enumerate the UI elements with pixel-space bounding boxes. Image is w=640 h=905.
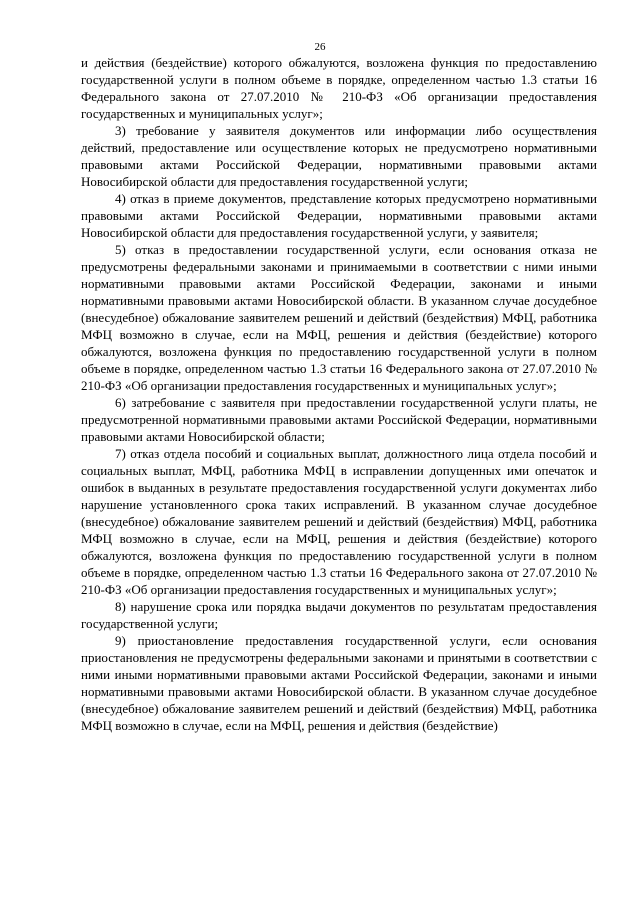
paragraph-item-4: 4) отказ в приеме документов, представление которых предусмотрено нормативными правовыми актами Российской Федерации, нормативными правовыми актами Новосибирской области для предоставления государственной услуги, у заявителя; xyxy=(81,191,597,240)
paragraph-item-7: 7) отказ отдела пособий и социальных выплат, должностного лица отдела пособий и социальных выплат, МФЦ, работника МФЦ в исправлении допущенных ими опечаток и ошибок в выданных в результате предоставления государственной услуги документах либо нарушение установленного срока таких исправлений. В указанном случае досудебное (внесудебное) обжалование заявителем решений и действий (бездействия) МФЦ, работника МФЦ возможно в случае, если на МФЦ, решения и действия (бездействие) которого обжалуются, возложена функция по предоставлению государственной услуги в полном объеме в порядке, определенном частью 1.3 статьи 16 Федерального закона от 27.07.2010 № 210-ФЗ «Об организации предоставления государственных и муниципальных услуг»; xyxy=(81,446,597,597)
paragraph-continuation: и действия (бездействие) которого обжалуются, возложена функция по предоставлению государственной услуги в полном объеме в порядке, определенном частью 1.3 статьи 16 Федерального закона от 27.07.2010 № 210-ФЗ «Об организации предоставления государственных и муниципальных услуг»; xyxy=(81,55,597,121)
paragraph-item-5: 5) отказ в предоставлении государственной услуги, если основания отказа не предусмотрены федеральными законами и принимаемыми в соответствии с ними иными нормативными правовыми актами Российской Федерации, законами и иными нормативными правовыми актами Новосибирской области. В указанном случае досудебное (внесудебное) обжалование заявителем решений и действий (бездействия) МФЦ, работника МФЦ возможно в случае, если на МФЦ, решения и действия (бездействие) которого обжалуются, возложена функция по предоставлению государственной услуги в полном объеме в порядке, определенном частью 1.3 статьи 16 Федерального закона от 27.07.2010 № 210-ФЗ «Об организации предоставления государственных и муниципальных услуг»; xyxy=(81,242,597,393)
paragraph-item-3: 3) требование у заявителя документов или информации либо осуществления действий, предоставление или осуществление которых не предусмотрено нормативными правовыми актами Российской Федерации, нормативными правовыми актами Новосибирской области для предоставления государственной услуги; xyxy=(81,123,597,189)
paragraph-item-6: 6) затребование с заявителя при предоставлении государственной услуги платы, не предусмотренной нормативными правовыми актами Российской Федерации, нормативными правовыми актами Новосибирской области; xyxy=(81,395,597,444)
paragraph-item-9: 9) приостановление предоставления государственной услуги, если основания приостановления не предусмотрены федеральными законами и принятыми в соответствии с ними иными нормативными правовыми актами Российской Федерации, законами и иными нормативными правовыми актами Новосибирской области. В указанном случае досудебное (внесудебное) обжалование заявителем решений и действий (бездействия) МФЦ, работника МФЦ возможно в случае, если на МФЦ, решения и действия (бездействие) xyxy=(81,633,597,733)
page-number: 26 xyxy=(314,41,326,53)
document-body xyxy=(81,54,597,734)
paragraph-item-8: 8) нарушение срока или порядка выдачи документов по результатам предоставления государственной услуги; xyxy=(81,599,597,631)
